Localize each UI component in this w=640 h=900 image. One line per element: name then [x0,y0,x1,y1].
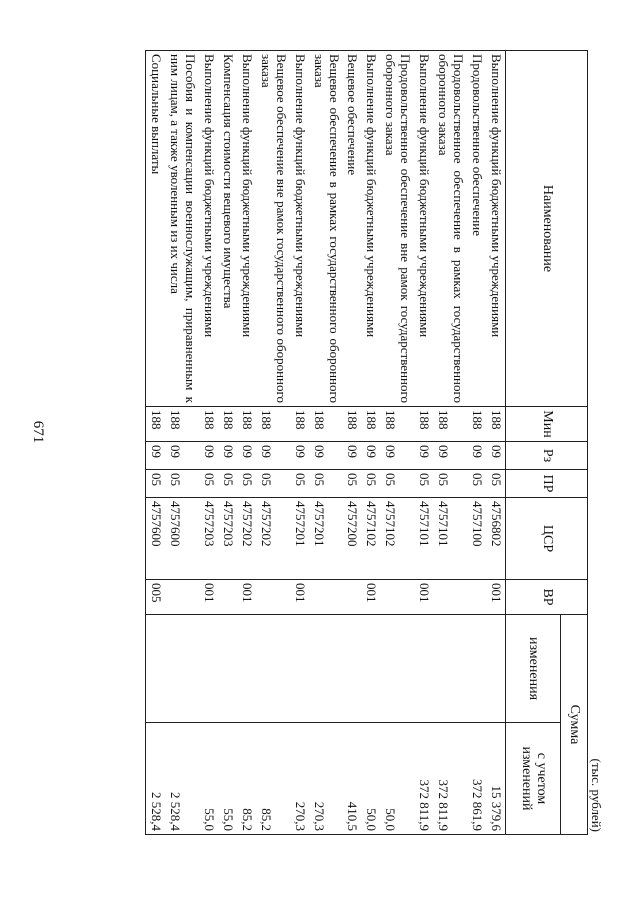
cell-pr: 05 [433,470,467,498]
cell-name: Социальные выплаты [146,51,165,407]
cell-min: 188 [290,407,309,442]
cell-name: Выполнение функций бюджетными учреждениями [237,51,256,407]
cell-min: 188 [309,407,343,442]
table-row [343,51,362,835]
cell-total: 410,5 [343,723,362,835]
cell-csr: 4757201 [290,498,309,580]
cell-rz: 09 [199,442,218,470]
cell-csr: 4757102 [362,498,381,580]
table-row [165,51,199,835]
cell-pr: 05 [218,470,237,498]
cell-total: 85,2 [237,723,256,835]
cell-csr: 4757600 [165,498,199,580]
table-row [146,51,165,835]
cell-total: 270,3 [290,723,309,835]
cell-csr: 4756802 [486,498,505,580]
cell-pr: 05 [486,470,505,498]
cell-vr [343,580,362,615]
cell-csr: 4757203 [199,498,218,580]
cell-change [218,615,237,723]
table-row [433,51,467,835]
cell-min: 188 [486,407,505,442]
cell-rz: 09 [414,442,433,470]
cell-change [199,615,218,723]
cell-pr: 05 [309,470,343,498]
table-row [199,51,218,835]
cell-rz: 09 [146,442,165,470]
cell-vr [218,580,237,615]
cell-name: Пособия и компенсации военнослужащим, приравненным к ним лицам, а также уволенным из их числа [165,51,199,407]
cell-pr: 05 [165,470,199,498]
header-name: Наименование [506,51,588,407]
cell-rz: 09 [362,442,381,470]
cell-change [165,615,199,723]
cell-pr: 05 [146,470,165,498]
cell-min: 188 [146,407,165,442]
cell-change [309,615,343,723]
header-vr: ВР [506,580,588,615]
cell-rz: 09 [290,442,309,470]
cell-change [343,615,362,723]
cell-total: 50,0 [380,723,414,835]
budget-table [145,50,588,835]
header-change: изменения [506,615,561,723]
cell-vr: 001 [362,580,381,615]
header-csr: ЦСР [506,498,588,580]
cell-vr [309,580,343,615]
units-note: (тыс. рублей) [589,758,604,832]
cell-change [290,615,309,723]
cell-min: 188 [199,407,218,442]
cell-total: 372 811,9 [414,723,433,835]
cell-csr: 4757600 [146,498,165,580]
cell-rz: 09 [343,442,362,470]
table-row [362,51,381,835]
cell-total: 270,3 [309,723,343,835]
cell-change [486,615,505,723]
cell-vr: 001 [414,580,433,615]
cell-min: 188 [256,407,290,442]
cell-csr: 4757102 [380,498,414,580]
cell-total: 2 528,4 [165,723,199,835]
cell-name: Выполнение функций бюджетными учреждениями [414,51,433,407]
cell-min: 188 [380,407,414,442]
cell-change [237,615,256,723]
cell-name: Выполнение функций бюджетными учреждениями [290,51,309,407]
table-row [290,51,309,835]
cell-rz: 09 [256,442,290,470]
cell-vr: 001 [199,580,218,615]
cell-min: 188 [165,407,199,442]
table-row [309,51,343,835]
cell-min: 188 [433,407,467,442]
cell-vr: 001 [290,580,309,615]
cell-pr: 05 [237,470,256,498]
cell-name: Вещевое обеспечение в рамках государственного оборонного заказа [309,51,343,407]
cell-pr: 05 [380,470,414,498]
budget-page [70,40,610,840]
cell-pr: 05 [343,470,362,498]
cell-vr: 005 [146,580,165,615]
cell-pr: 05 [256,470,290,498]
cell-total: 85,2 [256,723,290,835]
cell-csr: 4757200 [343,498,362,580]
cell-change [467,615,486,723]
cell-total: 372 861,9 [467,723,486,835]
cell-name: Продовольственное обеспечение в рамках государственного оборонного заказа [433,51,467,407]
cell-change [256,615,290,723]
cell-change [362,615,381,723]
cell-name: Вещевое обеспечение вне рамок государственного оборонного заказа [256,51,290,407]
cell-csr: 4757201 [309,498,343,580]
header-min: Мин [506,407,588,442]
cell-rz: 09 [486,442,505,470]
cell-rz: 09 [165,442,199,470]
cell-total: 372 811,9 [433,723,467,835]
cell-min: 188 [467,407,486,442]
cell-vr [380,580,414,615]
cell-csr: 4757100 [467,498,486,580]
cell-vr: 001 [237,580,256,615]
header-pr: ПР [506,470,588,498]
cell-csr: 4757101 [414,498,433,580]
cell-min: 188 [218,407,237,442]
cell-vr [467,580,486,615]
page-number: 671 [30,420,47,444]
cell-pr: 05 [362,470,381,498]
cell-name: Выполнение функций бюджетными учреждениями [199,51,218,407]
cell-min: 188 [343,407,362,442]
cell-total: 55,0 [199,723,218,835]
cell-vr [165,580,199,615]
table-row [467,51,486,835]
cell-min: 188 [237,407,256,442]
cell-pr: 05 [467,470,486,498]
header-rz: Рз [506,442,588,470]
cell-rz: 09 [309,442,343,470]
cell-change [414,615,433,723]
cell-csr: 4757101 [433,498,467,580]
cell-total: 15 379,6 [486,723,505,835]
cell-name: Выполнение функций бюджетными учреждениями [362,51,381,407]
cell-change [380,615,414,723]
table-row [237,51,256,835]
header-row-top [561,51,588,835]
cell-min: 188 [414,407,433,442]
cell-name: Вещевое обеспечение [343,51,362,407]
cell-rz: 09 [218,442,237,470]
cell-vr [256,580,290,615]
cell-min: 188 [362,407,381,442]
cell-name: Продовольственное обеспечение [467,51,486,407]
cell-name: Выполнение функций бюджетными учреждениями [486,51,505,407]
cell-change [433,615,467,723]
cell-rz: 09 [237,442,256,470]
cell-name: Компенсация стоимости вещевого имущества [218,51,237,407]
cell-change [146,615,165,723]
cell-vr: 001 [486,580,505,615]
cell-total: 2 528,4 [146,723,165,835]
table-row [218,51,237,835]
cell-rz: 09 [467,442,486,470]
table-row [256,51,290,835]
cell-pr: 05 [290,470,309,498]
cell-pr: 05 [199,470,218,498]
cell-rz: 09 [380,442,414,470]
table-row [486,51,505,835]
cell-name: Продовольственное обеспечение вне рамок государственного оборонного заказа [380,51,414,407]
cell-total: 55,0 [218,723,237,835]
header-sum: Сумма [561,615,588,835]
cell-total: 50,0 [362,723,381,835]
cell-csr: 4757202 [256,498,290,580]
cell-csr: 4757203 [218,498,237,580]
table-row [414,51,433,835]
cell-pr: 05 [414,470,433,498]
table-body [146,51,506,835]
cell-rz: 09 [433,442,467,470]
table-row [380,51,414,835]
cell-vr [433,580,467,615]
cell-csr: 4757202 [237,498,256,580]
header-with-change: с учетом изменений [506,723,561,835]
